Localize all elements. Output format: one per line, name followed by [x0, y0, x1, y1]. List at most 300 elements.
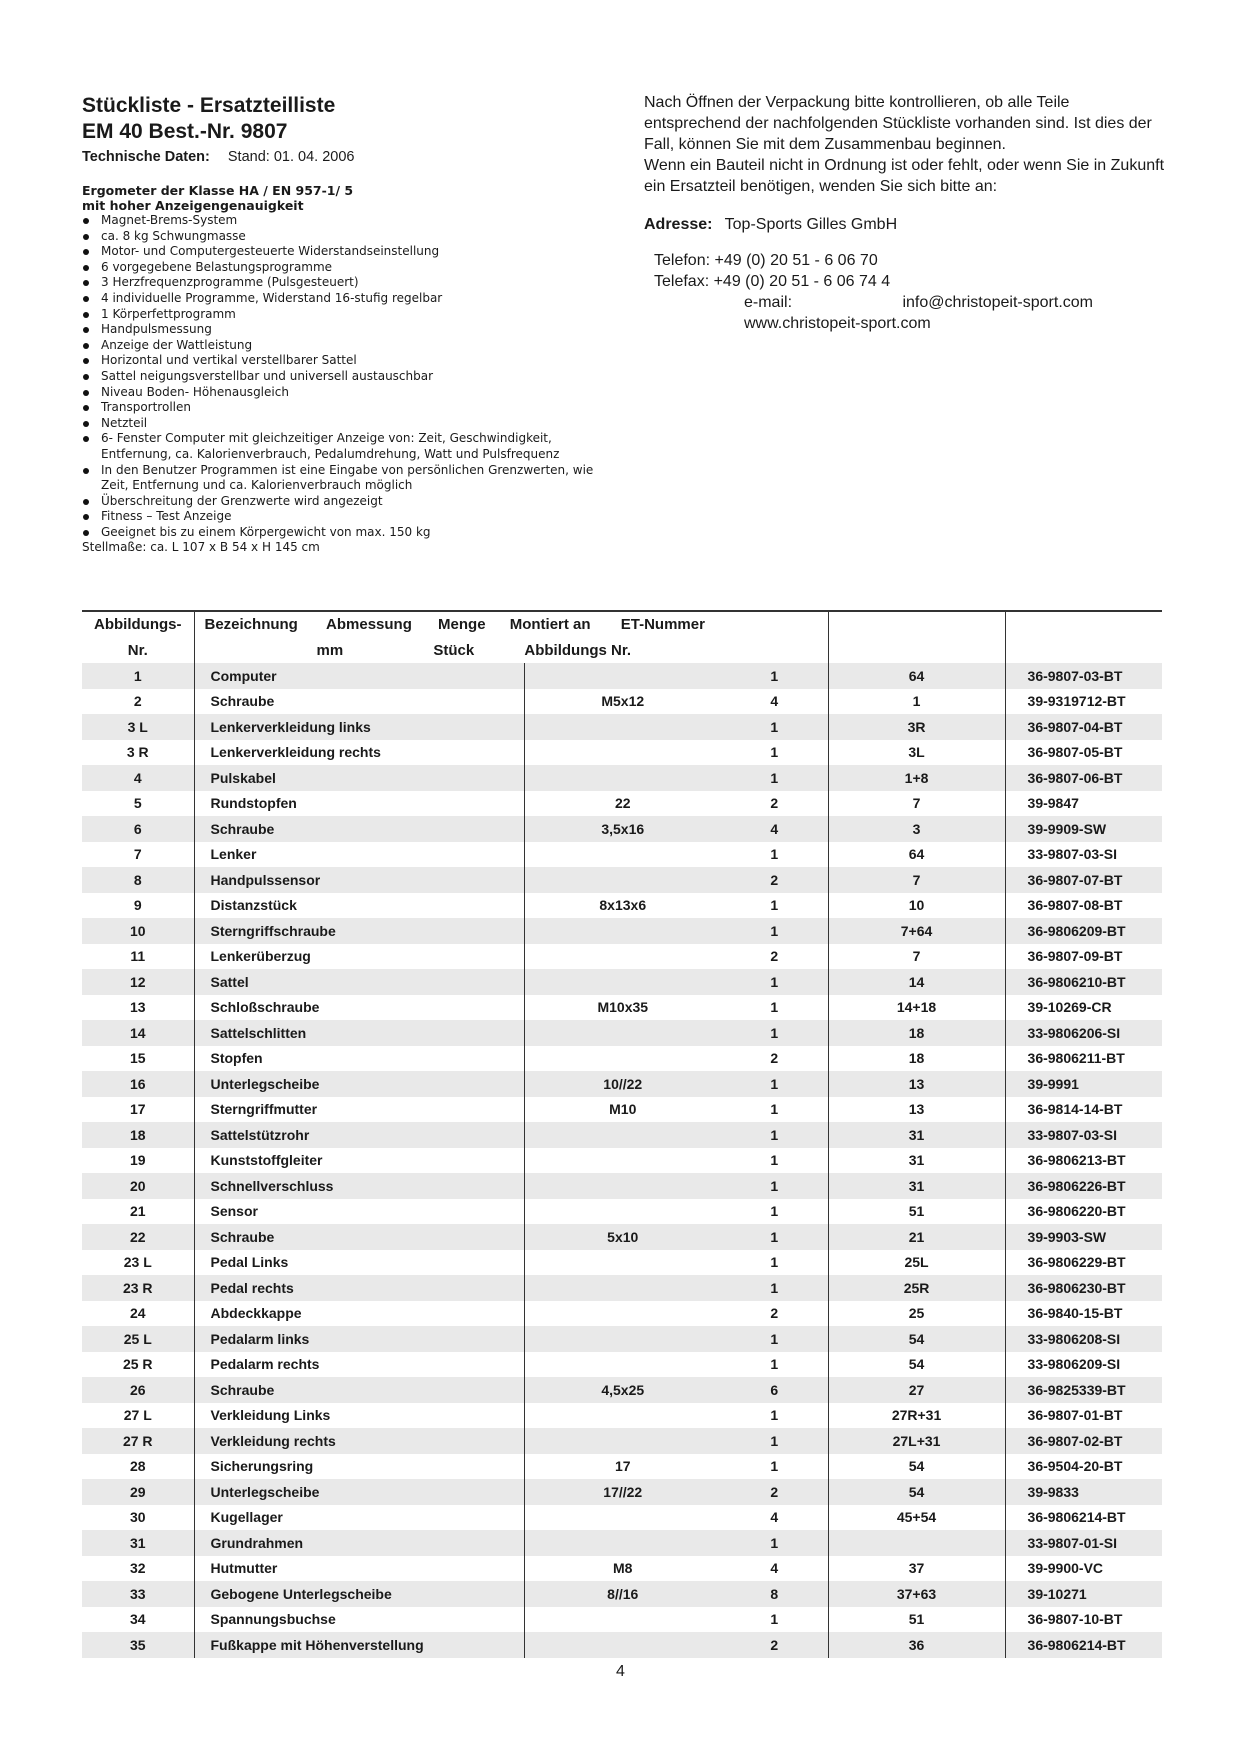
header-abbildung-nr: Nr. [127, 641, 148, 659]
table-row [82, 816, 1162, 842]
part-et-number-cell: 39-9847 [1005, 791, 1162, 817]
part-dimension-cell [524, 1020, 721, 1046]
table-row [82, 1377, 1162, 1403]
part-number-cell: 14 [82, 1020, 194, 1046]
part-quantity-cell: 2 [770, 1050, 779, 1067]
part-dimension-cell [524, 1250, 721, 1276]
intro-text [644, 92, 1164, 197]
part-dimension-cell [524, 1530, 721, 1556]
part-mount-cell: 3 [828, 816, 1005, 842]
spec-item: In den Benutzer Programmen ist eine Eingabe von persönlichen Grenzwerten, wie Zeit, Entfernung und ca. Kalorienverbrauch möglich [82, 463, 622, 494]
part-number-cell: 1 [82, 663, 194, 689]
part-number-cell: 8 [82, 867, 194, 893]
part-name-cell: Sterngriffschraube [194, 918, 524, 944]
spec-item: Anzeige der Wattleistung [82, 338, 622, 354]
part-name-cell: Kunststoffgleiter [194, 1148, 524, 1174]
part-mount-cell: 25R [828, 1275, 1005, 1301]
part-quantity-cell: 2 [770, 795, 779, 812]
part-name-cell: Sattelschlitten [194, 1020, 524, 1046]
part-dimension-cell [524, 867, 721, 893]
header-montiert-line2: Abbildungs Nr. [524, 641, 632, 659]
part-et-number-cell: 36-9807-06-BT [1005, 765, 1162, 791]
part-dimension-cell [524, 1632, 721, 1658]
spec-item: Fitness – Test Anzeige [82, 509, 622, 525]
part-dimension-cell [524, 663, 721, 689]
part-name-cell: Schnellverschluss [194, 1173, 524, 1199]
part-mount-cell: 3L [828, 740, 1005, 766]
part-name-cell: Sterngriffmutter [194, 1097, 524, 1123]
header-abmessung: Abmessung [326, 616, 412, 634]
header-et-nummer: ET-Nummer [620, 616, 705, 634]
part-mount-cell: 7 [828, 867, 1005, 893]
part-dimension-cell: 22 [524, 791, 721, 817]
contact-block [644, 250, 1164, 334]
part-et-number-cell: 36-9504-20-BT [1005, 1454, 1162, 1480]
part-dimension-cell [524, 1122, 721, 1148]
tech-data-date: Stand: 01. 04. 2006 [227, 149, 355, 165]
part-number-cell: 13 [129, 999, 146, 1016]
part-number-cell: 20 [82, 1173, 194, 1199]
part-name-cell: Unterlegscheibe [194, 1479, 524, 1505]
header-abbildung: Abbildungs- [82, 611, 194, 638]
part-number-cell: 21 [129, 1203, 146, 1220]
spec-item: Geeignet bis zu einem Körpergewicht von max. 150 kg [82, 525, 622, 541]
part-et-number-cell: 36-9807-02-BT [1005, 1428, 1162, 1454]
part-mount-cell: 51 [828, 1199, 1005, 1225]
table-row [82, 791, 1162, 817]
header-montiert: Montiert an [509, 616, 591, 634]
part-mount-cell: 36 [828, 1632, 1005, 1658]
table-row [82, 1326, 1162, 1352]
part-number-cell: 12 [82, 969, 194, 995]
table-row [82, 1352, 1162, 1378]
table-row [82, 714, 1162, 740]
part-number-cell: 3 L [82, 714, 194, 740]
part-et-number-cell: 39-9903-SW [1005, 1224, 1162, 1250]
table-row [82, 1046, 1162, 1072]
part-dimension-cell [524, 1428, 721, 1454]
part-name-cell: Lenkerverkleidung links [194, 714, 524, 740]
part-et-number-cell: 33-9807-01-SI [1005, 1530, 1162, 1556]
spec-item: 4 individuelle Programme, Widerstand 16-stufig regelbar [82, 291, 622, 307]
spec-item: Überschreitung der Grenzwerte wird angezeigt [82, 494, 622, 510]
spec-list [82, 213, 622, 540]
part-quantity-cell: 4 [770, 1509, 779, 1526]
part-name-cell: Verkleidung Links [194, 1403, 524, 1429]
spec-item: Motor- und Computergesteuerte Widerstandseinstellung [82, 244, 622, 260]
spec-item: 6- Fenster Computer mit gleichzeitiger Anzeige von: Zeit, Geschwindigkeit, Entfernung, ca. Kalorienverbrauch, Pedalumdrehung, Watt und Pulsfrequenz [82, 431, 622, 462]
part-number-cell: 15 [129, 1050, 146, 1067]
part-name-cell: Verkleidung rechts [194, 1428, 524, 1454]
part-et-number-cell: 36-9814-14-BT [1005, 1097, 1162, 1123]
part-name-cell: Abdeckkappe [194, 1301, 524, 1327]
part-mount-cell: 51 [828, 1607, 1005, 1633]
table-row [82, 1148, 1162, 1174]
email-label: e-mail: [744, 294, 793, 311]
table-row [82, 1020, 1162, 1046]
part-quantity-cell: 4 [721, 816, 828, 842]
part-quantity-cell: 1 [721, 1173, 828, 1199]
part-mount-cell: 64 [828, 663, 1005, 689]
part-number-cell: 16 [82, 1071, 194, 1097]
part-mount-cell [828, 1530, 1005, 1556]
part-et-number-cell: 36-9806211-BT [1005, 1046, 1162, 1072]
part-dimension-cell: 5x10 [524, 1224, 721, 1250]
table-row [82, 969, 1162, 995]
spec-item: 6 vorgegebene Belastungsprogramme [82, 260, 622, 276]
part-dimension-cell: 10//22 [524, 1071, 721, 1097]
part-dimension-cell [524, 1173, 721, 1199]
part-number-cell: 25 L [82, 1326, 194, 1352]
table-row [82, 1224, 1162, 1250]
part-et-number-cell: 39-9991 [1005, 1071, 1162, 1097]
part-et-number-cell: 36-9806210-BT [1005, 969, 1162, 995]
part-quantity-cell: 1 [721, 1428, 828, 1454]
part-quantity-cell: 1 [770, 897, 779, 914]
part-mount-cell: 7 [828, 944, 1005, 970]
part-et-number-cell: 39-9909-SW [1005, 816, 1162, 842]
part-et-number-cell: 36-9807-09-BT [1005, 944, 1162, 970]
table-row [82, 1097, 1162, 1123]
part-et-number-cell: 36-9806230-BT [1005, 1275, 1162, 1301]
part-quantity-cell: 1 [770, 1203, 779, 1220]
part-number-cell: 30 [129, 1509, 146, 1526]
part-et-number-cell: 36-9825339-BT [1005, 1377, 1162, 1403]
part-name-cell: Grundrahmen [194, 1530, 524, 1556]
header-row-2 [82, 638, 1162, 664]
part-quantity-cell: 2 [721, 867, 828, 893]
part-quantity-cell: 1 [721, 1275, 828, 1301]
part-dimension-cell [524, 1046, 721, 1072]
part-name-cell: Handpulssensor [194, 867, 524, 893]
part-number-cell: 19 [129, 1152, 146, 1169]
part-mount-cell: 25 [828, 1301, 1005, 1327]
intro-paragraph-1: Nach Öffnen der Verpackung bitte kontrollieren, ob alle Teile entsprechend der nachfolgenden Stückliste vorhanden sind. Ist dies der Fall, können Sie mit dem Zusammenbau beginnen. [644, 94, 1152, 153]
part-dimension-cell [524, 918, 721, 944]
part-quantity-cell: 1 [721, 918, 828, 944]
part-name-cell: Schloßschraube [194, 995, 524, 1021]
tech-data-line [82, 149, 622, 165]
part-number-cell: 9 [133, 897, 142, 914]
part-number-cell: 17 [129, 1101, 146, 1118]
header-row-1 [82, 611, 1162, 638]
spec-item: ca. 8 kg Schwungmasse [82, 229, 622, 245]
part-et-number-cell: 33-9807-03-SI [1005, 842, 1162, 868]
part-quantity-cell: 1 [721, 1020, 828, 1046]
part-et-number-cell: 36-9807-03-BT [1005, 663, 1162, 689]
email-value[interactable]: info@christopeit-sport.com [902, 294, 1093, 311]
table-row [82, 893, 1162, 919]
spec-item: 1 Körperfettprogramm [82, 307, 622, 323]
part-dimension-cell [524, 1326, 721, 1352]
part-quantity-cell: 1 [721, 1224, 828, 1250]
part-quantity-cell: 1 [721, 1530, 828, 1556]
part-dimension-cell: 8//16 [524, 1581, 721, 1607]
part-name-cell: Spannungsbuchse [194, 1607, 524, 1633]
part-et-number-cell: 33-9806208-SI [1005, 1326, 1162, 1352]
part-name-cell: Pulskabel [194, 765, 524, 791]
part-et-number-cell: 33-9806206-SI [1005, 1020, 1162, 1046]
table-row [82, 918, 1162, 944]
website-line[interactable]: www.christopeit-sport.com [744, 315, 931, 332]
part-quantity-cell: 1 [770, 1254, 779, 1271]
part-mount-cell: 7 [828, 791, 1005, 817]
part-number-cell: 4 [82, 765, 194, 791]
part-name-cell: Pedalarm links [194, 1326, 524, 1352]
header-blank-2 [1005, 611, 1162, 638]
part-number-cell: 27 L [123, 1407, 152, 1424]
part-number-cell: 5 [133, 795, 142, 812]
part-et-number-cell: 39-9833 [1005, 1479, 1162, 1505]
part-name-cell: Lenkerverkleidung rechts [194, 740, 524, 766]
part-name-cell: Pedal Links [194, 1250, 524, 1276]
table-row [82, 1173, 1162, 1199]
header-blank-4 [1005, 638, 1162, 664]
part-et-number-cell: 36-9806229-BT [1005, 1250, 1162, 1276]
spec-item: Sattel neigungsverstellbar und universell austauschbar [82, 369, 622, 385]
part-dimension-cell: 3,5x16 [524, 816, 721, 842]
part-name-cell: Schraube [194, 689, 524, 715]
document-header [82, 93, 622, 556]
spec-item: Handpulsmessung [82, 322, 622, 338]
part-mount-cell: 45+54 [828, 1505, 1005, 1531]
part-quantity-cell: 1 [721, 1326, 828, 1352]
part-et-number-cell: 33-9806209-SI [1005, 1352, 1162, 1378]
header-blank-1 [828, 611, 1005, 638]
part-quantity-cell: 4 [770, 693, 779, 710]
table-row [82, 1301, 1162, 1327]
part-quantity-cell: 1 [721, 663, 828, 689]
part-number-cell: 11 [130, 948, 146, 965]
part-dimension-cell [524, 765, 721, 791]
part-et-number-cell: 36-9806214-BT [1005, 1632, 1162, 1658]
part-quantity-cell: 1 [721, 1071, 828, 1097]
header-bezeichnung: Bezeichnung [204, 616, 298, 634]
part-et-number-cell: 36-9806220-BT [1005, 1199, 1162, 1225]
spec-heading-1: Ergometer der Klasse HA / EN 957-1/ 5 [82, 183, 354, 198]
part-dimension-cell [524, 842, 721, 868]
part-name-cell: Pedal rechts [194, 1275, 524, 1301]
part-name-cell: Schraube [194, 816, 524, 842]
part-number-cell: 24 [129, 1305, 146, 1322]
part-dimension-cell: 8x13x6 [524, 893, 721, 919]
part-mount-cell: 10 [828, 893, 1005, 919]
part-mount-cell: 27L+31 [828, 1428, 1005, 1454]
part-name-cell: Distanzstück [194, 893, 524, 919]
part-dimension-cell [524, 1275, 721, 1301]
part-quantity-cell: 1 [721, 765, 828, 791]
table-row [82, 1530, 1162, 1556]
part-name-cell: Schraube [194, 1224, 524, 1250]
table-row [82, 944, 1162, 970]
part-quantity-cell: 1 [770, 846, 779, 863]
part-number-cell: 26 [82, 1377, 194, 1403]
table-row [82, 1556, 1162, 1582]
part-quantity-cell: 1 [770, 1101, 779, 1118]
part-number-cell: 28 [129, 1458, 146, 1475]
part-number-cell: 27 R [82, 1428, 194, 1454]
part-dimension-cell [524, 944, 721, 970]
part-quantity-cell: 2 [770, 1305, 779, 1322]
part-name-cell: Stopfen [194, 1046, 524, 1072]
part-mount-cell: 1 [828, 689, 1005, 715]
title-line-2: EM 40 Best.-Nr. 9807 [82, 120, 288, 143]
part-name-cell: Hutmutter [194, 1556, 524, 1582]
part-et-number-cell: 36-9806226-BT [1005, 1173, 1162, 1199]
part-mount-cell: 27R+31 [828, 1403, 1005, 1429]
part-et-number-cell: 39-10269-CR [1005, 995, 1162, 1021]
table-row [82, 995, 1162, 1021]
part-et-number-cell: 39-10271 [1005, 1581, 1162, 1607]
part-mount-cell: 27 [828, 1377, 1005, 1403]
table-row [82, 1479, 1162, 1505]
part-number-cell: 35 [82, 1632, 194, 1658]
part-mount-cell: 1+8 [828, 765, 1005, 791]
part-quantity-cell: 2 [770, 948, 779, 965]
part-dimension-cell [524, 1505, 721, 1531]
part-dimension-cell [524, 1607, 721, 1633]
part-number-cell: 10 [82, 918, 194, 944]
part-quantity-cell: 1 [721, 969, 828, 995]
table-row [82, 689, 1162, 715]
part-name-cell: Schraube [194, 1377, 524, 1403]
part-mount-cell: 25L [828, 1250, 1005, 1276]
part-dimension-cell [524, 1199, 721, 1225]
part-mount-cell: 54 [828, 1352, 1005, 1378]
part-number-cell: 2 [133, 693, 142, 710]
part-quantity-cell: 8 [721, 1581, 828, 1607]
header-sub-labels [194, 638, 828, 664]
part-dimension-cell: M10 [524, 1097, 721, 1123]
tech-data-label: Technische Daten: [82, 149, 210, 165]
part-name-cell: Rundstopfen [194, 791, 524, 817]
part-mount-cell: 14 [828, 969, 1005, 995]
part-name-cell: Lenkerüberzug [194, 944, 524, 970]
part-mount-cell: 14+18 [828, 995, 1005, 1021]
fax-line: Telefax: +49 (0) 20 51 - 6 06 74 4 [654, 273, 891, 290]
part-quantity-cell: 1 [770, 1407, 779, 1424]
part-mount-cell: 18 [828, 1020, 1005, 1046]
table-row [82, 867, 1162, 893]
part-quantity-cell: 1 [770, 744, 779, 761]
header-main-labels [194, 611, 828, 638]
part-number-cell: 23 R [82, 1275, 194, 1301]
header-menge-unit: Stück [433, 641, 475, 659]
intro-section [644, 92, 1164, 334]
part-number-cell: 32 [129, 1560, 146, 1577]
part-quantity-cell: 2 [721, 1479, 828, 1505]
part-dimension-cell: M10x35 [524, 995, 721, 1021]
part-dimension-cell: 17//22 [524, 1479, 721, 1505]
address-line [644, 214, 1164, 235]
part-dimension-cell [524, 1301, 721, 1327]
part-mount-cell: 31 [828, 1122, 1005, 1148]
table-row [82, 1607, 1162, 1633]
part-et-number-cell: 36-9806209-BT [1005, 918, 1162, 944]
part-name-cell: Sicherungsring [194, 1454, 524, 1480]
parts-table-header [82, 611, 1162, 663]
part-number-cell: 3 R [126, 744, 149, 761]
part-et-number-cell: 39-9319712-BT [1005, 689, 1162, 715]
email-line [654, 292, 1164, 313]
part-mount-cell: 54 [828, 1479, 1005, 1505]
part-mount-cell: 64 [828, 842, 1005, 868]
part-dimension-cell: M5x12 [524, 689, 721, 715]
part-et-number-cell: 39-9900-VC [1005, 1556, 1162, 1582]
part-number-cell: 31 [82, 1530, 194, 1556]
intro-paragraph-2: Wenn ein Bauteil nicht in Ordnung ist oder fehlt, oder wenn Sie in Zukunft ein Ersatzteil benötigen, wenden Sie sich bitte an: [644, 157, 1165, 195]
part-name-cell: Pedalarm rechts [194, 1352, 524, 1378]
part-number-cell: 29 [82, 1479, 194, 1505]
parts-table [82, 610, 1162, 1658]
spec-item: Niveau Boden- Höhenausgleich [82, 385, 622, 401]
part-name-cell: Computer [194, 663, 524, 689]
part-number-cell: 33 [82, 1581, 194, 1607]
table-row [82, 1071, 1162, 1097]
spec-heading-2: mit hoher Anzeigengenauigkeit [82, 198, 304, 213]
title-line-1: Stückliste - Ersatzteilliste [82, 94, 336, 117]
table-row [82, 663, 1162, 689]
address-label: Adresse: [644, 216, 713, 233]
table-row [82, 740, 1162, 766]
part-mount-cell: 21 [828, 1224, 1005, 1250]
part-mount-cell: 37+63 [828, 1581, 1005, 1607]
part-quantity-cell: 1 [721, 714, 828, 740]
part-name-cell: Lenker [194, 842, 524, 868]
part-mount-cell: 7+64 [828, 918, 1005, 944]
part-mount-cell: 31 [828, 1148, 1005, 1174]
part-mount-cell: 54 [828, 1326, 1005, 1352]
part-number-cell: 18 [82, 1122, 194, 1148]
part-mount-cell: 3R [828, 714, 1005, 740]
part-et-number-cell: 36-9807-04-BT [1005, 714, 1162, 740]
part-number-cell: 22 [82, 1224, 194, 1250]
table-row [82, 1122, 1162, 1148]
part-name-cell: Gebogene Unterlegscheibe [194, 1581, 524, 1607]
part-et-number-cell: 36-9807-10-BT [1005, 1607, 1162, 1633]
table-row [82, 1505, 1162, 1531]
table-row [82, 842, 1162, 868]
spec-item: Netzteil [82, 416, 622, 432]
part-dimension-cell [524, 1352, 721, 1378]
part-dimension-cell: 17 [524, 1454, 721, 1480]
part-quantity-cell: 2 [721, 1632, 828, 1658]
table-row [82, 1250, 1162, 1276]
part-et-number-cell: 36-9807-01-BT [1005, 1403, 1162, 1429]
part-dimension-cell [524, 969, 721, 995]
part-dimension-cell [524, 740, 721, 766]
part-name-cell: Sattel [194, 969, 524, 995]
part-et-number-cell: 36-9840-15-BT [1005, 1301, 1162, 1327]
phone-line: Telefon: +49 (0) 20 51 - 6 06 70 [654, 252, 878, 269]
part-mount-cell: 37 [828, 1556, 1005, 1582]
part-quantity-cell: 4 [770, 1560, 779, 1577]
part-dimension-cell [524, 1403, 721, 1429]
part-mount-cell: 54 [828, 1454, 1005, 1480]
table-row [82, 1581, 1162, 1607]
part-number-cell: 6 [82, 816, 194, 842]
part-mount-cell: 13 [828, 1071, 1005, 1097]
header-abmessung-unit: mm [316, 641, 344, 659]
part-et-number-cell: 36-9807-05-BT [1005, 740, 1162, 766]
part-quantity-cell: 1 [770, 1611, 779, 1628]
part-name-cell: Kugellager [194, 1505, 524, 1531]
part-dimension-cell [524, 1148, 721, 1174]
part-et-number-cell: 33-9807-03-SI [1005, 1122, 1162, 1148]
part-et-number-cell: 36-9806213-BT [1005, 1148, 1162, 1174]
part-name-cell: Unterlegscheibe [194, 1071, 524, 1097]
header-blank-3 [828, 638, 1005, 664]
